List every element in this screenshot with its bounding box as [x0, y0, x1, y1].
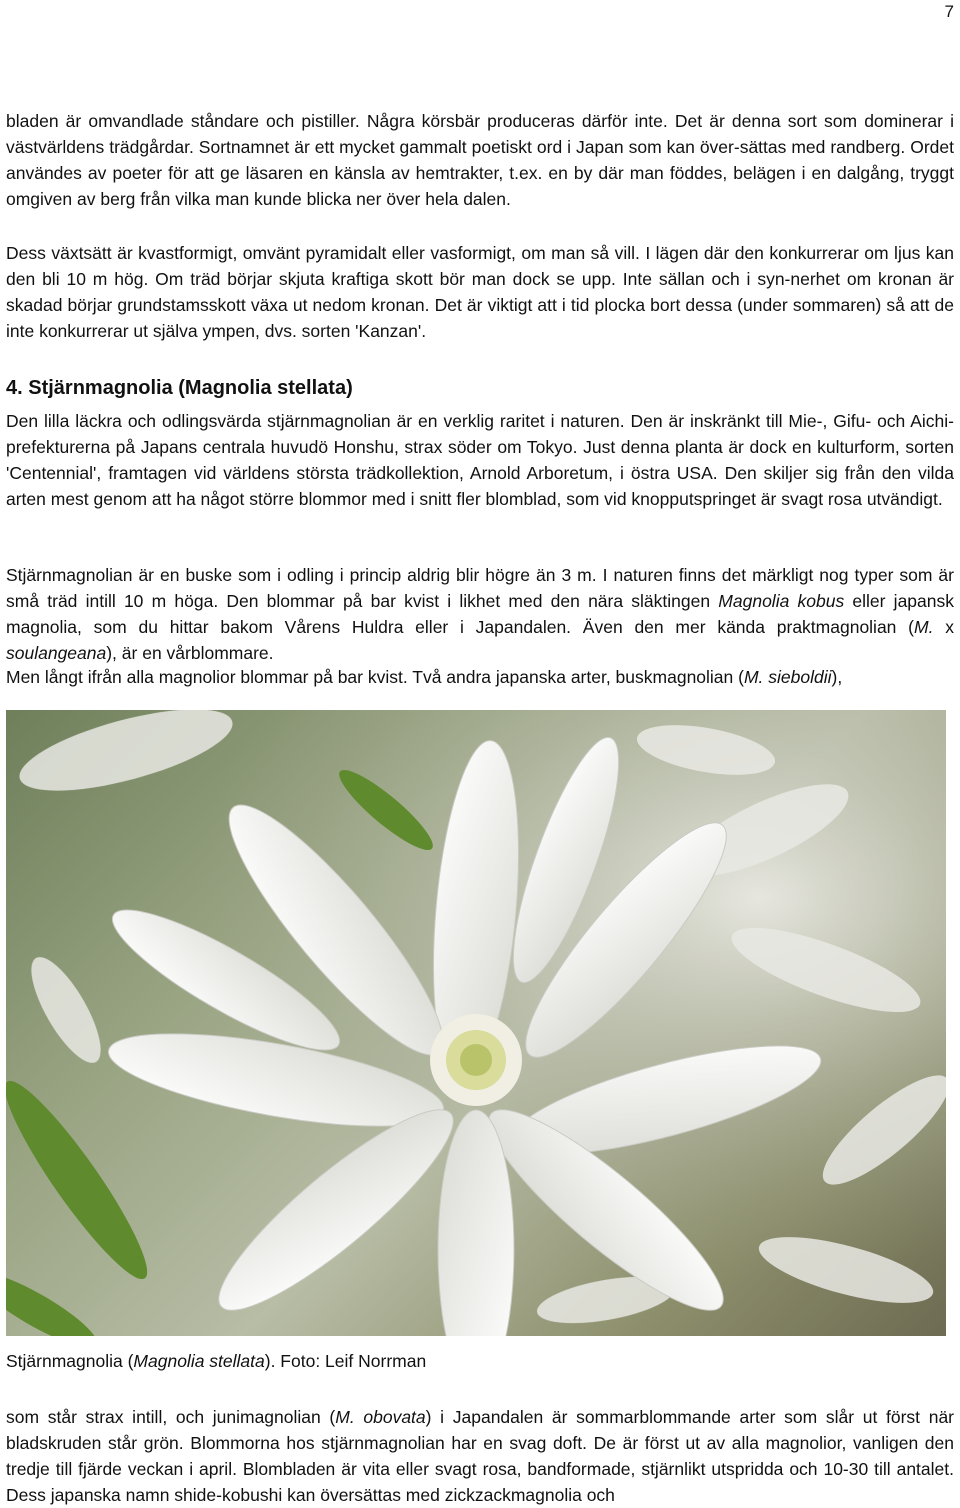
italic-species: M. obovata: [335, 1407, 426, 1427]
italic-species: Magnolia kobus: [718, 591, 845, 611]
caption-text: Stjärnmagnolia (: [6, 1351, 134, 1371]
star-magnolia-illustration: [6, 710, 946, 1336]
paragraph-text: bladen är omvandlade ståndare och pistiller. Några körsbär produceras därför inte. Det är denna sort som dominerar i västvärldens trädgårdar. Sortnamnet är ett mycket gammalt poetiskt ord i Japan som kan över-sättas med randberg. Ordet användes av poeter för att ge läsaren en känsla av hemtrakter, t.ex. en by där man föddes, belägen i en dalgång, tryggt omgiven av berg från vilka man kunde blicka ner över hela dalen.: [6, 111, 954, 209]
paragraph-text: ) i Japandalen är sommarblommande arter som slår ut först när bladskruden står grön. Blommorna hos stjärnmagnolian har en svag doft. De är först ut av alla magnolior, vanligen den tredje till fjärde veckan i april. Blombladen är vita eller svagt rosa, bandformade, stjärnlikt utspridda och 10-30 till antalet. Dess japanska namn shide-kobushi kan översättas med zickzackmagnolia och: [6, 1407, 955, 1505]
paragraph-text: x: [933, 617, 954, 637]
caption-text: ). Foto: Leif Norrman: [264, 1351, 427, 1371]
paragraph-star-magnolia-shrub: [6, 562, 954, 666]
photo-caption: [6, 1348, 426, 1374]
page-number: 7: [944, 2, 954, 21]
paragraph-text: ), är en vårblommare.: [106, 643, 274, 663]
paragraph-text: ),: [831, 667, 843, 687]
paragraph-text: Dess växtsätt är kvastformigt, omvänt pyramidalt eller vasformigt, om man så vill. I lägen där den konkurrerar om ljus kan den bli 10 m hög. Om träd börjar skjuta kraftiga skott bör man dock se upp. Inte sällan och i syn-nerhet om kronan är skadad börjar grundstamsskott växa ut nedom kronan. Det är viktigt att i tid plocka bort dessa (under sommaren) så att de inte konkurrerar ut själva ympen, dvs. sorten 'Kanzan'.: [6, 243, 954, 341]
paragraph-cherry-description: [6, 108, 954, 212]
paragraph-text: Men långt ifrån alla magnolior blommar på bar kvist. Två andra japanska arter, buskmagnolian (: [6, 667, 744, 687]
star-magnolia-photo: [6, 710, 946, 1336]
paragraph-text: Den lilla läckra och odlingsvärda stjärnmagnolian är en verklig raritet i naturen. Den är inskränkt till Mie-, Gifu- och Aichi-prefekturerna på Japans centrala huvudö Honshu, strax söder om Tokyo. Just denna planta är dock en kulturform, sorten 'Centennial', framtagen vid världens största trädkollektion, Arnold Arboretum, i östra USA. Den skiljer sig från den vilda arten mest genom att ha något större blommor med i snitt fler blomblad, som vid knopputspringet är svagt rosa utvändigt.: [6, 411, 954, 509]
paragraph-growth-habit: [6, 240, 954, 344]
section-heading: 4. Stjärnmagnolia (Magnolia stellata): [6, 377, 353, 399]
paragraph-text: eller japansk magnolia, som du hittar bakom Vårens Huldra eller i Japandalen. Även den mer kända praktmagnolian (: [6, 591, 955, 637]
flower-pistil: [460, 1044, 492, 1076]
paragraph-summer-flowering: [6, 664, 954, 690]
paragraph-flowering-time: [6, 1404, 954, 1508]
paragraph-text: Stjärnmagnolian är en buske som i odling i princip aldrig blir högre än 3 m. I naturen finns det märkligt nog typer som är små träd intill 10 m höga. Den blommar på bar kvist i likhet med den nära släktingen: [6, 565, 954, 611]
italic-species: M.: [914, 617, 934, 637]
caption-italic: Magnolia stellata: [133, 1351, 265, 1371]
paragraph-star-magnolia-intro: [6, 408, 954, 512]
italic-species: soulangeana: [6, 643, 107, 663]
italic-species: M. sieboldii: [743, 667, 832, 687]
paragraph-text: som står strax intill, och junimagnolian (: [6, 1407, 336, 1427]
